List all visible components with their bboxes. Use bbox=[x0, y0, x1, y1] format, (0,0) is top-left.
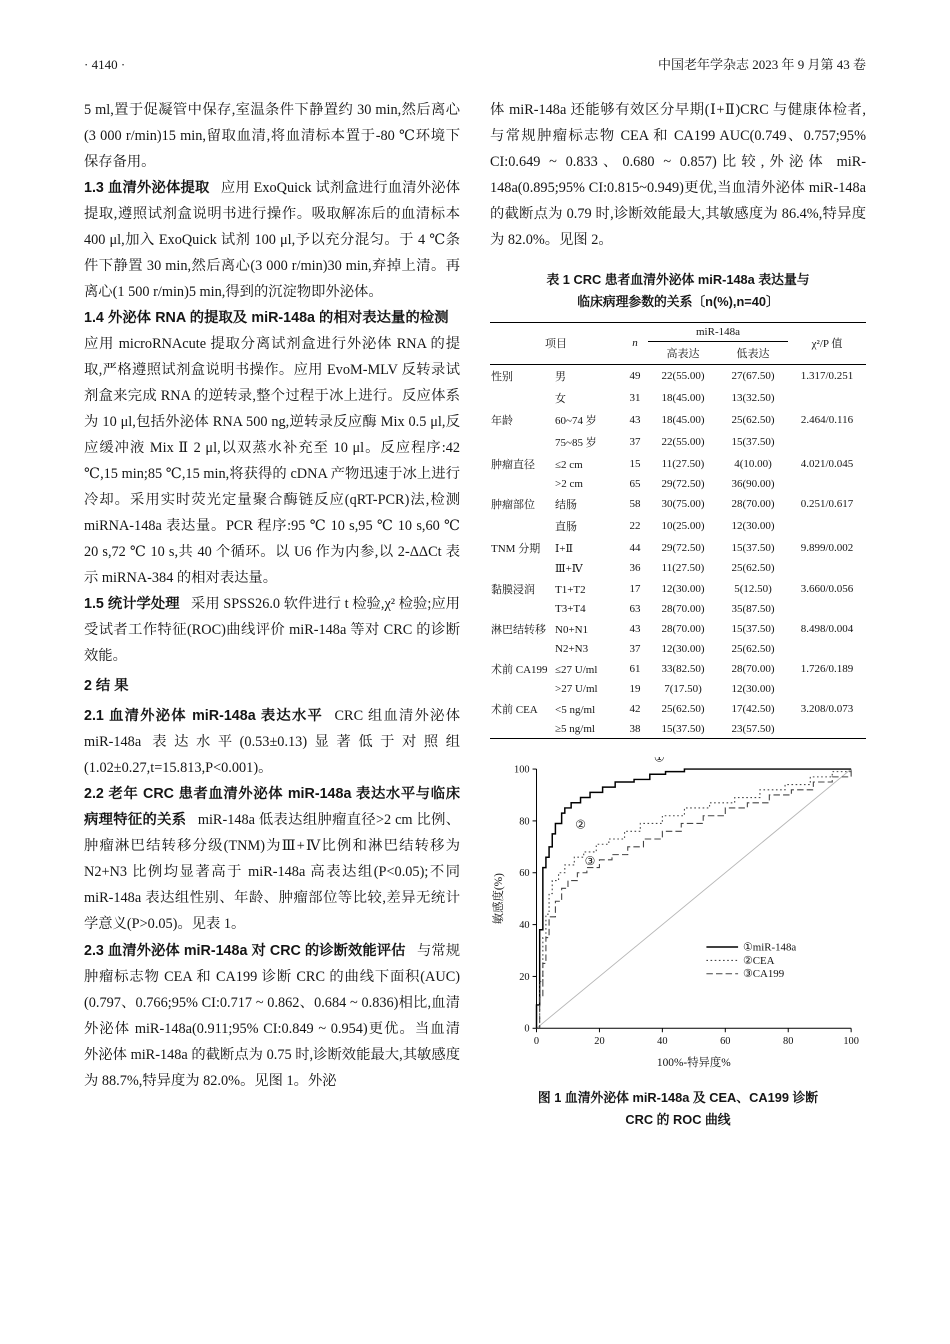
paragraph-text: 5 ml,置于促凝管中保存,室温条件下静置约 30 min,然后离心(3 000 r/min)15 min,留取血清,将血清标本置于-80 ℃环境下保存备用。 bbox=[84, 102, 460, 171]
table-cell: 3.208/0.073 bbox=[800, 702, 854, 715]
table-cell: 15 bbox=[629, 457, 641, 470]
paragraph-text: 体 miR-148a 还能够有效区分早期(Ⅰ+Ⅱ)CRC 与健康体检者,与常规肿瘤标志物 CEA 和 CA199 AUC(0.749、0.757;95% CI:0.649 ~ 0.833、0.680 ~ 0.857)比较,外泌体 miR-148a(0.895;95% CI:0.815~0.949)更优,当血清外泌体 miR-148a 的截断点为 0.79 时,诊断效能最大,其敏感度为 86.4%,特异度为 82.0%。见图 2。 bbox=[490, 102, 866, 249]
table-cell: N2+N3 bbox=[555, 642, 589, 655]
table-cell: ≥5 ng/ml bbox=[555, 722, 595, 735]
table-cell: 28(70.00) bbox=[661, 602, 705, 615]
section-heading-2-1: 2.1 血清外泌体 miR-148a 表达水平 bbox=[84, 708, 324, 725]
table-cell: 35(87.50) bbox=[731, 602, 775, 615]
table-row bbox=[490, 453, 866, 475]
svg-text:20: 20 bbox=[594, 1035, 605, 1047]
svg-text:敏感度(%): 敏感度(%) bbox=[492, 872, 505, 925]
table-cell: 8.498/0.004 bbox=[800, 622, 854, 635]
table-row bbox=[490, 409, 866, 431]
table-cell: 淋巴结转移 N0+N1 bbox=[491, 623, 589, 636]
table-cell: Ⅲ+Ⅳ bbox=[555, 562, 583, 575]
table-header bbox=[490, 322, 866, 364]
table-cell: 1.726/0.189 bbox=[800, 662, 854, 675]
table-cell: 27(67.50) bbox=[731, 369, 775, 382]
table-row bbox=[490, 658, 866, 680]
table-row bbox=[490, 493, 866, 515]
section-heading-1-3: 1.3 血清外泌体提取 bbox=[84, 180, 210, 197]
page-header bbox=[84, 54, 866, 73]
paragraph-continued-right bbox=[490, 97, 866, 253]
table-cell: 直肠 bbox=[555, 520, 577, 533]
col-header-low: 低表达 bbox=[718, 341, 788, 364]
table-cell: 12(30.00) bbox=[661, 582, 705, 595]
svg-text:②CEA: ②CEA bbox=[743, 954, 775, 967]
paragraph-text: 采用 SPSS26.0 软件进行 t 检验,χ² 检验;应用受试者工作特征(ROC)曲线评价 miR-148a 等对 CRC 的诊断效能。 bbox=[84, 596, 460, 665]
table-cell: 术前 CEA <5 ng/ml bbox=[491, 703, 596, 716]
paragraph-2-3 bbox=[84, 938, 460, 1094]
table-body bbox=[490, 364, 866, 738]
table-cell: 15(37.50) bbox=[731, 541, 775, 554]
paragraph-2-2 bbox=[84, 781, 460, 937]
left-column bbox=[84, 97, 460, 1132]
table-cell: 25(62.50) bbox=[661, 702, 705, 715]
table-cell bbox=[788, 600, 866, 618]
paragraph-text: CRC 组血清外泌体 miR-148a 表达水平(0.53±0.13)显著低于对照组(1.02±0.27,t=15.813,P<0.001)。 bbox=[84, 708, 460, 777]
paragraph-text: miR-148a 低表达组肿瘤直径>2 cm 比例、肿瘤淋巴结转移分级(TNM)为Ⅲ+Ⅳ比例和淋巴结转移为 N2+N3 比例均显著高于 miR-148a 高表达组(P<0.05);不同 miR-148a 表达组性别、年龄、肿瘤部位等比较,差异无统计学意义(P>0.05)。见表 1。 bbox=[84, 812, 460, 933]
svg-text:60: 60 bbox=[720, 1035, 731, 1047]
table-title-line2: 临床病理参数的关系〔n(%),n=40〕 bbox=[577, 294, 779, 310]
table-cell: 9.899/0.002 bbox=[800, 541, 854, 554]
svg-text:②: ② bbox=[575, 817, 586, 832]
table-cell: 0.251/0.617 bbox=[800, 497, 854, 510]
table-row bbox=[490, 640, 866, 658]
table-cell: 33(82.50) bbox=[661, 662, 705, 675]
paragraph-1-5 bbox=[84, 591, 460, 669]
roc-chart bbox=[491, 757, 865, 1072]
table-cell: 7(17.50) bbox=[664, 682, 702, 695]
table-row bbox=[490, 364, 866, 387]
table-row bbox=[490, 720, 866, 739]
table-cell: TNM 分期 Ⅰ+Ⅱ bbox=[491, 542, 574, 555]
paragraph-1-3 bbox=[84, 175, 460, 305]
svg-text:40: 40 bbox=[657, 1035, 668, 1047]
table-cell: 36(90.00) bbox=[731, 477, 775, 490]
page-number: · 4140 · bbox=[84, 57, 126, 72]
svg-text:100%-特异度%: 100%-特异度% bbox=[656, 1056, 731, 1069]
table-cell: T3+T4 bbox=[555, 602, 586, 615]
two-column-body bbox=[84, 97, 866, 1132]
table-cell: 22 bbox=[629, 519, 641, 532]
table-row bbox=[490, 578, 866, 600]
table-cell: 15(37.50) bbox=[661, 722, 705, 735]
table-cell: 18(45.00) bbox=[661, 413, 705, 426]
table-cell: 42 bbox=[629, 702, 641, 715]
col-header-chi: χ²/P 值 bbox=[788, 322, 866, 364]
table-cell: >2 cm bbox=[555, 477, 583, 490]
table-cell: 性别 男 bbox=[491, 370, 566, 383]
svg-text:60: 60 bbox=[519, 868, 530, 880]
figure-caption-line2: CRC 的 ROC 曲线 bbox=[625, 1112, 731, 1128]
table-row bbox=[490, 387, 866, 409]
table-cell: 36 bbox=[629, 562, 641, 575]
table-cell: 2.464/0.116 bbox=[800, 413, 854, 426]
table-row bbox=[490, 600, 866, 618]
table-cell: 15(37.50) bbox=[731, 435, 775, 448]
table-cell: 44 bbox=[629, 541, 641, 554]
table-cell bbox=[788, 387, 866, 409]
table-cell: 25(62.50) bbox=[731, 562, 775, 575]
table-row bbox=[490, 698, 866, 720]
table-cell: >27 U/ml bbox=[555, 682, 598, 695]
col-header-high: 高表达 bbox=[648, 341, 718, 364]
table-cell bbox=[788, 720, 866, 739]
table-row bbox=[490, 618, 866, 640]
table-cell: 43 bbox=[629, 413, 641, 426]
paragraph-text: 应用 microRNAcute 提取分离试剂盒进行外泌体 RNA 的提取,严格遵照试剂盒说明书操作。应用 EvoM-MLV 反转录试剂盒来完成 RNA 的逆转录,整个过程于冰上进行。反应体系为 10 μl,包括外泌体 RNA 500 ng,逆转录反应酶 Mix 0.5 μl,反应缓冲液 Mix Ⅱ 2 μl,以双蒸水补充至 10 μl。反应程序:42 ℃,15 min;85 ℃,15 min,将获得的 cDNA 产物迅速于冰上进行冷却。采用实时荧光定量聚合酶链反应(qRT-PCR)法,检测 miRNA-148a 表达量。PCR 程序:95 ℃ 10 s,95 ℃ 10 s,60 ℃ 20 s,72 ℃ 10 s,共 40 个循环。以 U6 作为内参,以 2-ΔΔCt 表示 miRNA-384 的相对表达量。 bbox=[84, 336, 460, 587]
svg-text:①: ① bbox=[653, 756, 665, 765]
table-cell: 28(70.00) bbox=[731, 662, 775, 675]
table-cell: 22(55.00) bbox=[661, 435, 705, 448]
svg-text:40: 40 bbox=[519, 919, 530, 931]
svg-text:0: 0 bbox=[533, 1035, 540, 1047]
table-cell: 25(62.50) bbox=[731, 413, 775, 426]
section-heading-results: 2 结 果 bbox=[84, 678, 129, 695]
table-cell: 年龄 60~74 岁 bbox=[491, 414, 597, 427]
table-row bbox=[490, 515, 866, 537]
table-cell: 25(62.50) bbox=[731, 642, 775, 655]
paragraph-text: 应用 ExoQuick 试剂盒进行血清外泌体提取,遵照试剂盒说明书进行操作。吸取解冻后的血清标本 400 μl,加入 ExoQuick 试剂 100 μl,予以充分混匀。于 4 ℃条件下静置 30 min,然后离心(3 000 r/min)30 min,弃掉上清。再离心(1 500 r/min)5 min,得到的沉淀物即外泌体。 bbox=[84, 180, 460, 301]
table-row bbox=[490, 559, 866, 578]
table-cell: 12(30.00) bbox=[661, 642, 705, 655]
table-cell: 29(72.50) bbox=[661, 477, 705, 490]
table-cell bbox=[788, 475, 866, 493]
table-row bbox=[490, 537, 866, 559]
table-cell: 13(32.50) bbox=[731, 391, 775, 404]
table-cell: 11(27.50) bbox=[661, 457, 705, 470]
paragraph-1-4 bbox=[84, 305, 460, 591]
table-row bbox=[490, 680, 866, 698]
table-cell bbox=[788, 559, 866, 578]
table-cell: 4(10.00) bbox=[734, 457, 772, 470]
table-cell: 63 bbox=[629, 602, 641, 615]
svg-text:100: 100 bbox=[514, 764, 530, 776]
svg-text:80: 80 bbox=[519, 816, 530, 828]
table-cell: 23(57.50) bbox=[731, 722, 775, 735]
svg-text:0: 0 bbox=[524, 1023, 530, 1035]
table-cell bbox=[788, 680, 866, 698]
table-cell: 58 bbox=[629, 497, 641, 510]
roc-figure bbox=[490, 757, 866, 1132]
col-header-item: 项目 bbox=[490, 322, 622, 364]
table-cell: 65 bbox=[629, 477, 641, 490]
table-cell: 术前 CA199 ≤27 U/ml bbox=[491, 663, 598, 676]
table-cell: 61 bbox=[629, 662, 641, 675]
svg-text:80: 80 bbox=[783, 1035, 794, 1047]
svg-text:③CA199: ③CA199 bbox=[743, 968, 785, 981]
svg-text:①miR-148a: ①miR-148a bbox=[743, 941, 797, 954]
table-cell: 43 bbox=[629, 622, 641, 635]
section-heading-1-4: 1.4 外泌体 RNA 的提取及 miR-148a 的相对表达量的检测 bbox=[84, 310, 449, 327]
clinical-table bbox=[490, 322, 866, 739]
figure-caption bbox=[490, 1087, 866, 1132]
section-heading-2-3: 2.3 血清外泌体 miR-148a 对 CRC 的诊断效能评估 bbox=[84, 942, 406, 959]
paragraph-text: 与常规肿瘤标志物 CEA 和 CA199 诊断 CRC 的曲线下面积(AUC)(0.797、0.766;95% CI:0.717 ~ 0.862、0.684 ~ 0.836)相比,血清外泌体 miR-148a(0.911;95% CI:0.849 ~ 0.954)更优。当血清外泌体 miR-148a 的截断点为 0.75 时,诊断效能最大,其敏感度为 88.7%,特异度为 82.0%。见图 1。外泌 bbox=[84, 942, 460, 1089]
paragraph-2-1 bbox=[84, 703, 460, 781]
right-column bbox=[490, 97, 866, 1132]
col-header-group: miR-148a bbox=[648, 322, 788, 341]
table-cell: 3.660/0.056 bbox=[800, 582, 854, 595]
table-cell: 22(55.00) bbox=[661, 369, 705, 382]
table-cell: 肿瘤部位 结肠 bbox=[491, 498, 577, 511]
table-cell: 15(37.50) bbox=[731, 622, 775, 635]
table-cell: 31 bbox=[629, 391, 641, 404]
table-title-line1: 表 1 CRC 患者血清外泌体 miR-148a 表达量与 bbox=[546, 272, 810, 288]
table-cell: 28(70.00) bbox=[731, 497, 775, 510]
table-cell: 38 bbox=[629, 722, 641, 735]
table-cell: 12(30.00) bbox=[731, 519, 775, 532]
table-cell: 49 bbox=[629, 369, 641, 382]
table-cell bbox=[788, 515, 866, 537]
table-cell: 5(12.50) bbox=[734, 582, 772, 595]
table-cell: 肿瘤直径 ≤2 cm bbox=[491, 458, 583, 471]
table-cell bbox=[788, 640, 866, 658]
table-row bbox=[490, 475, 866, 493]
table-cell: 19 bbox=[629, 682, 641, 695]
svg-text:③: ③ bbox=[584, 853, 596, 868]
section-heading-2-2: 2.2 老年 CRC 患者血清外泌体 miR-148a 表达水平与临床病理特征的关系 bbox=[84, 786, 460, 829]
table-cell: 37 bbox=[629, 642, 641, 655]
table-cell: 17(42.50) bbox=[731, 702, 775, 715]
table-cell: 18(45.00) bbox=[661, 391, 705, 404]
section-heading-1-5: 1.5 统计学处理 bbox=[84, 596, 180, 613]
table-cell bbox=[788, 431, 866, 453]
table-row bbox=[490, 431, 866, 453]
svg-text:100: 100 bbox=[843, 1035, 859, 1047]
table-cell: 11(27.50) bbox=[661, 562, 705, 575]
table-cell: 29(72.50) bbox=[661, 541, 705, 554]
table-cell: 10(25.00) bbox=[661, 519, 705, 532]
table-title bbox=[496, 269, 860, 314]
paragraph-continuation bbox=[84, 97, 460, 175]
svg-text:20: 20 bbox=[519, 971, 530, 983]
table-cell: 1.317/0.251 bbox=[800, 369, 854, 382]
table-cell: 30(75.00) bbox=[661, 497, 705, 510]
table-cell: 17 bbox=[629, 582, 641, 595]
table-cell: 黏膜浸润 T1+T2 bbox=[491, 583, 586, 596]
journal-title: 中国老年学杂志 2023 年 9 月第 43 卷 bbox=[657, 57, 866, 72]
table-cell: 28(70.00) bbox=[661, 622, 705, 635]
table-cell: 12(30.00) bbox=[731, 682, 775, 695]
table-cell: 37 bbox=[629, 435, 641, 448]
table-cell: 4.021/0.045 bbox=[800, 457, 854, 470]
table-cell: 女 bbox=[555, 392, 566, 405]
figure-caption-line1: 图 1 血清外泌体 miR-148a 及 CEA、CA199 诊断 bbox=[537, 1089, 819, 1105]
col-header-n: n bbox=[622, 322, 648, 364]
table-cell: 75~85 岁 bbox=[555, 436, 597, 449]
